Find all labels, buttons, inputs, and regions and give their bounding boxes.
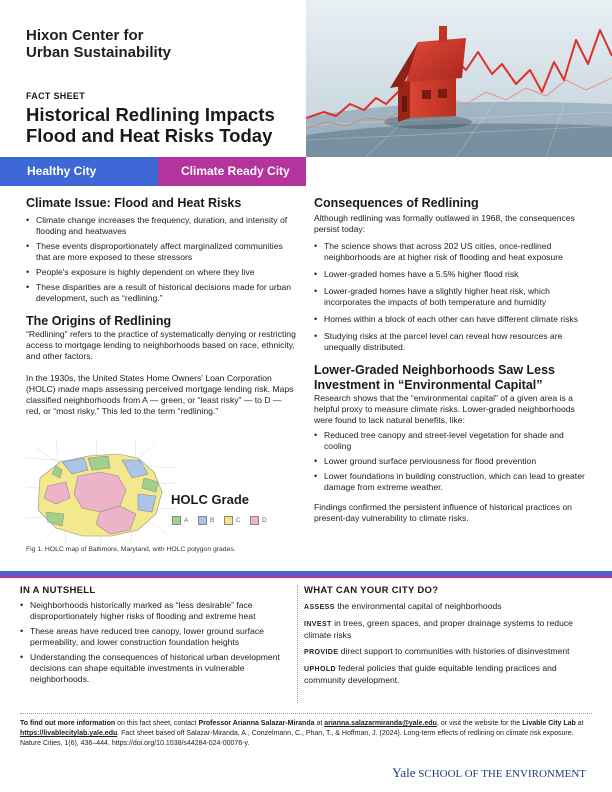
org-line-1: Hixon Center for xyxy=(26,27,144,44)
action-text: the environmental capital of neighborhoods xyxy=(337,601,502,611)
investment-closing: Findings confirmed the persistent influence of historical practices on present-day vulnerability to climate risks. xyxy=(314,502,572,523)
figure-caption: Fig 1. HOLC map of Baltimore, Maryland, with HOLC polygon grades. xyxy=(26,546,236,553)
action-uphold xyxy=(304,663,594,686)
origins-paragraph-1: “Redlining” refers to the practice of systematically denying or restricting access to mortgage lending to neighborhoods based on race, ethnicity, and other factors. xyxy=(26,329,296,361)
title-line-1: Historical Redlining Impacts xyxy=(26,104,275,125)
holc-legend xyxy=(172,516,276,525)
tag-healthy-city: Healthy City xyxy=(0,157,158,186)
footer-website-link[interactable]: https://livablecitylab.yale.edu xyxy=(20,730,118,737)
left-column xyxy=(26,196,298,417)
baltimore-holc-map xyxy=(26,438,176,544)
footer-contact-name: Professor Arianna Salazar-Miranda xyxy=(198,720,315,727)
action-text: federal policies that guide equitable lending practices and community development. xyxy=(304,663,557,685)
swatch-c xyxy=(224,516,233,525)
list-item: • These events disproportionately affect marginalized communities that are more exposed to these stressors xyxy=(26,241,298,263)
legend-item-a xyxy=(172,516,198,525)
tag-climate-ready-city: Climate Ready City xyxy=(158,157,306,186)
legend-item-d xyxy=(250,516,276,525)
list-item: • The science shows that across 202 US cities, once-redlined neighborhoods are at higher risk of flooding and heat exposure xyxy=(314,241,590,263)
section-separator xyxy=(297,585,298,703)
action-verb: PROVIDE xyxy=(304,649,339,656)
org-line-2: Urban Sustainability xyxy=(26,44,172,61)
action-provide xyxy=(304,646,594,658)
investment-list xyxy=(314,430,590,493)
list-item: • Lower foundations in building construction, which can lead to greater damage from extreme weather. xyxy=(314,471,590,493)
legend-label-d: D xyxy=(262,517,267,524)
swatch-d xyxy=(250,516,259,525)
list-item: • Studying risks at the parcel level can reveal how resources are unequally distributed. xyxy=(314,331,590,353)
yale-school-name: SCHOOL OF THE ENVIRONMENT xyxy=(418,768,586,780)
footer-lab-name: Livable City Lab xyxy=(522,720,576,727)
list-item: • Lower-graded homes have a 5.5% higher flood risk xyxy=(314,269,590,280)
legend-label-b: B xyxy=(210,517,215,524)
hero-house-chart-image xyxy=(306,0,612,157)
footer-separator xyxy=(20,713,592,714)
action-verb: UPHOLD xyxy=(304,666,336,673)
yale-school-logo xyxy=(392,765,586,781)
list-item: • People's exposure is highly dependent on where they live xyxy=(26,267,298,278)
category-tag-bar xyxy=(0,157,612,186)
footer-email-link[interactable]: arianna.salazarmiranda@yale.edu xyxy=(324,720,437,727)
holc-map-figure xyxy=(26,438,298,548)
page-title xyxy=(26,104,316,146)
legend-item-c xyxy=(224,516,250,525)
legend-label-a: A xyxy=(184,517,189,524)
footer-citation: . Fact sheet based off Salazar-Miranda, A., Conzelmann, C., Phan, T., & Hoffman, J. (2024). Long-term effects of redlining on climate risk exposure. Nature Cities, 1(6), 436–444. https://doi.org/10.1038/s44284-024-00076-y. xyxy=(20,730,574,747)
holc-grade-title: HOLC Grade xyxy=(171,492,250,507)
consequences-intro: Although redlining was formally outlawed in 1968, the consequences persist today: xyxy=(314,213,575,234)
nutshell-list xyxy=(20,600,290,685)
action-text: in trees, green spaces, and proper drainage systems to reduce climate risks xyxy=(304,618,573,640)
legend-label-c: C xyxy=(236,517,241,524)
list-item: • Understanding the consequences of historical urban development decisions can shape equitable investments in vulnerable neighborhoods. xyxy=(20,652,290,685)
list-item: • Reduced tree canopy and street-level vegetation for shade and cooling xyxy=(314,430,590,452)
title-line-2: Flood and Heat Risks Today xyxy=(26,125,273,146)
action-verb: INVEST xyxy=(304,621,332,628)
footer-at-2: at xyxy=(577,720,584,727)
action-invest xyxy=(304,618,594,641)
list-item: • Lower ground surface perviousness for flood prevention xyxy=(314,456,590,467)
list-item: • Lower-graded homes have a slightly higher heat risk, which incorporates the impacts of both temperature and humidity xyxy=(314,286,590,308)
climate-issue-list xyxy=(26,215,298,304)
footer-text-2: , or visit the website for the xyxy=(436,720,521,727)
investment-heading xyxy=(314,363,590,393)
list-item: • These areas have reduced tree canopy, lower ground surface permeability, and lower construction foundation heights xyxy=(20,626,290,648)
house-chart-icon xyxy=(306,0,612,157)
action-assess xyxy=(304,601,594,613)
investment-heading-line-1: Lower-Graded Neighborhoods Saw Less xyxy=(314,363,556,377)
action-text: direct support to communities with histories of disinvestment xyxy=(340,646,570,656)
footer-at: at xyxy=(316,720,323,727)
consequences-heading: Consequences of Redlining xyxy=(314,196,479,210)
nutshell-heading: IN A NUTSHELL xyxy=(20,585,96,596)
swatch-a xyxy=(172,516,181,525)
divider-magenta xyxy=(0,575,612,578)
legend-item-b xyxy=(198,516,224,525)
investment-heading-line-2: Investment in “Environmental Capital” xyxy=(314,378,543,392)
fact-sheet-label: FACT SHEET xyxy=(26,91,86,101)
what-can-heading: WHAT CAN YOUR CITY DO? xyxy=(304,585,439,596)
footer-text xyxy=(20,719,592,749)
consequences-list xyxy=(314,241,590,353)
list-item: • Neighborhoods historically marked as “less desirable” face disproportionately higher risks of flooding and extreme heat xyxy=(20,600,290,622)
investment-intro: Research shows that the “environmental capital” of a given area is a helpful proxy to measure climate risks. Lower-graded neighborhoods were found to lack natural benefits, like: xyxy=(314,393,575,425)
footer-text-1: on this fact sheet, contact xyxy=(117,720,197,727)
list-item: • Climate change increases the frequency, duration, and intensity of flooding and heatwaves xyxy=(26,215,298,237)
list-item: • Homes within a block of each other can have different climate risks xyxy=(314,314,590,325)
climate-issue-heading: Climate Issue: Flood and Heat Risks xyxy=(26,196,242,210)
swatch-b xyxy=(198,516,207,525)
footer-find-out: To find out more information xyxy=(20,720,116,727)
nutshell-section xyxy=(20,585,290,685)
right-column xyxy=(314,196,590,524)
yale-wordmark: Yale xyxy=(392,765,416,780)
organization-name xyxy=(26,27,171,61)
origins-heading: The Origins of Redlining xyxy=(26,314,172,328)
origins-paragraph-2: In the 1930s, the United States Home Owners' Loan Corporation (HOLC) made maps assessing perceived mortgage lending risk. Maps classified neighborhoods from A — green, or “least risky” — to D — red, or “most risky.” This led to the term “redlining.” xyxy=(26,373,294,416)
list-item: • These disparities are a result of historical decisions made for urban development, such as “redlining.” xyxy=(26,282,298,304)
what-can-your-city-do-section xyxy=(304,585,594,686)
action-verb: ASSESS xyxy=(304,604,335,611)
